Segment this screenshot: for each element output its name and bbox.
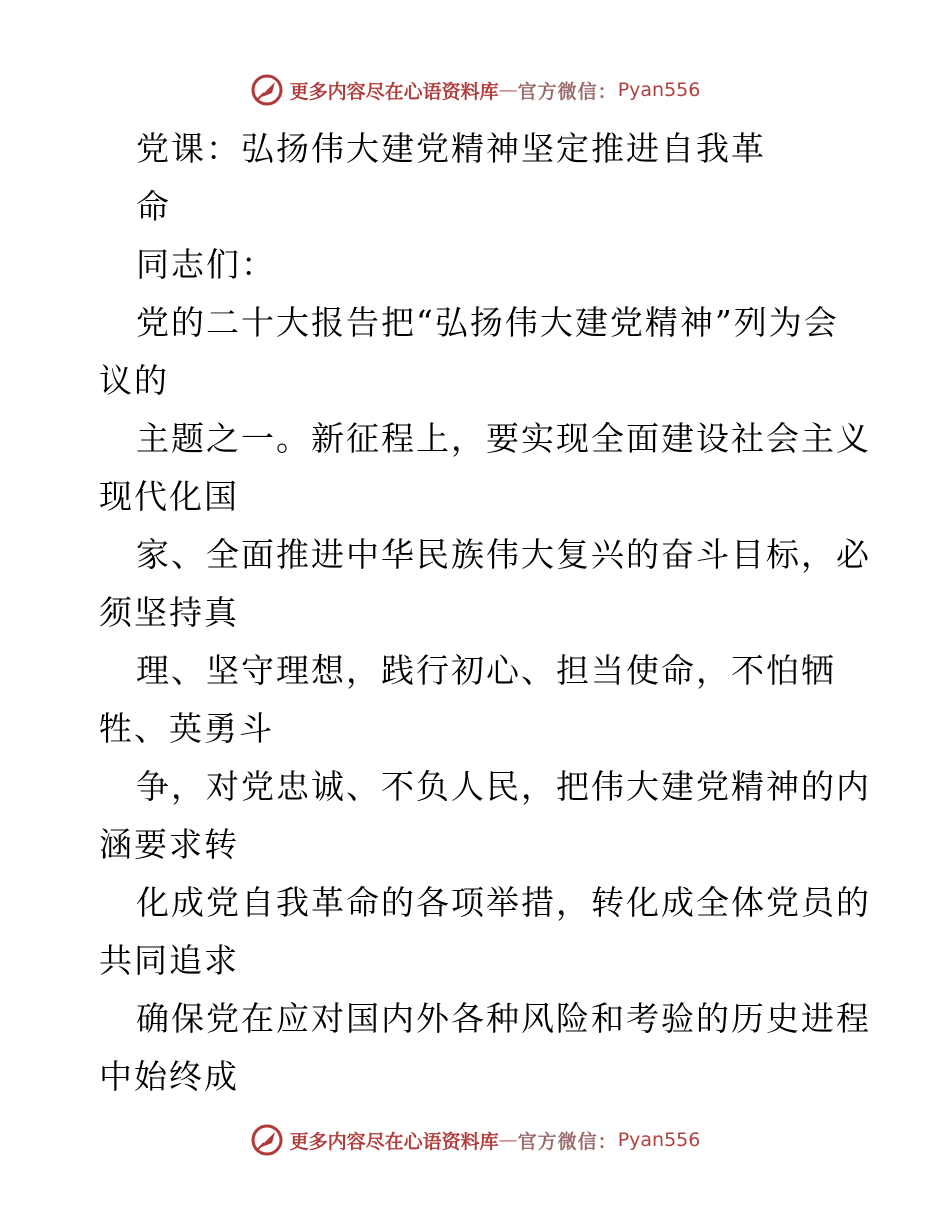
watermark-wechat-label: 官方微信： xyxy=(517,1130,618,1153)
body-line: 牲、英勇斗 xyxy=(99,709,274,748)
body-line: 主题之一。新征程上，要实现全面建设社会主义 xyxy=(136,419,871,458)
salutation: 同志们： xyxy=(136,245,276,284)
body-line: 化成党自我革命的各项举措，转化成全体党员的 xyxy=(136,883,871,922)
document-body xyxy=(99,120,871,1106)
body-line: 现代化国 xyxy=(99,477,239,516)
body-line: 家、全面推进中华民族伟大复兴的奋斗目标，必 xyxy=(136,535,871,574)
watermark-dash: — xyxy=(498,1129,518,1151)
body-line: 争，对党忠诚、不负人民，把伟大建党精神的内 xyxy=(136,767,871,806)
body-line: 理、坚守理想，践行初心、担当使命，不怕牺 xyxy=(136,651,836,690)
watermark-banner-bottom xyxy=(0,1120,950,1160)
watermark-wechat-label: 官方微信： xyxy=(517,80,618,103)
watermark-site-text: 更多内容尽在心语资料库 xyxy=(289,1130,499,1153)
watermark-site-text: 更多内容尽在心语资料库 xyxy=(289,80,499,103)
body-line: 共同追求 xyxy=(99,941,239,980)
body-line: 须坚持真 xyxy=(99,593,239,632)
body-line: 中始终成 xyxy=(99,1057,239,1096)
document-title-line-2: 命 xyxy=(136,187,171,226)
quill-logo-icon xyxy=(250,1123,284,1157)
watermark-banner-top xyxy=(0,70,950,110)
body-line: 涵要求转 xyxy=(99,825,239,864)
document-title-line-1: 党课：弘扬伟大建党精神坚定推进自我革 xyxy=(136,129,766,168)
body-line: 议的 xyxy=(99,361,169,400)
watermark-dash: — xyxy=(498,79,518,101)
quill-logo-icon xyxy=(250,73,284,107)
body-line: 确保党在应对国内外各种风险和考验的历史进程 xyxy=(136,999,871,1038)
watermark-wechat-id: Pyan556 xyxy=(617,79,701,101)
watermark-wechat-id: Pyan556 xyxy=(617,1129,701,1151)
body-line: 党的二十大报告把“弘扬伟大建党精神”列为会 xyxy=(136,303,839,342)
